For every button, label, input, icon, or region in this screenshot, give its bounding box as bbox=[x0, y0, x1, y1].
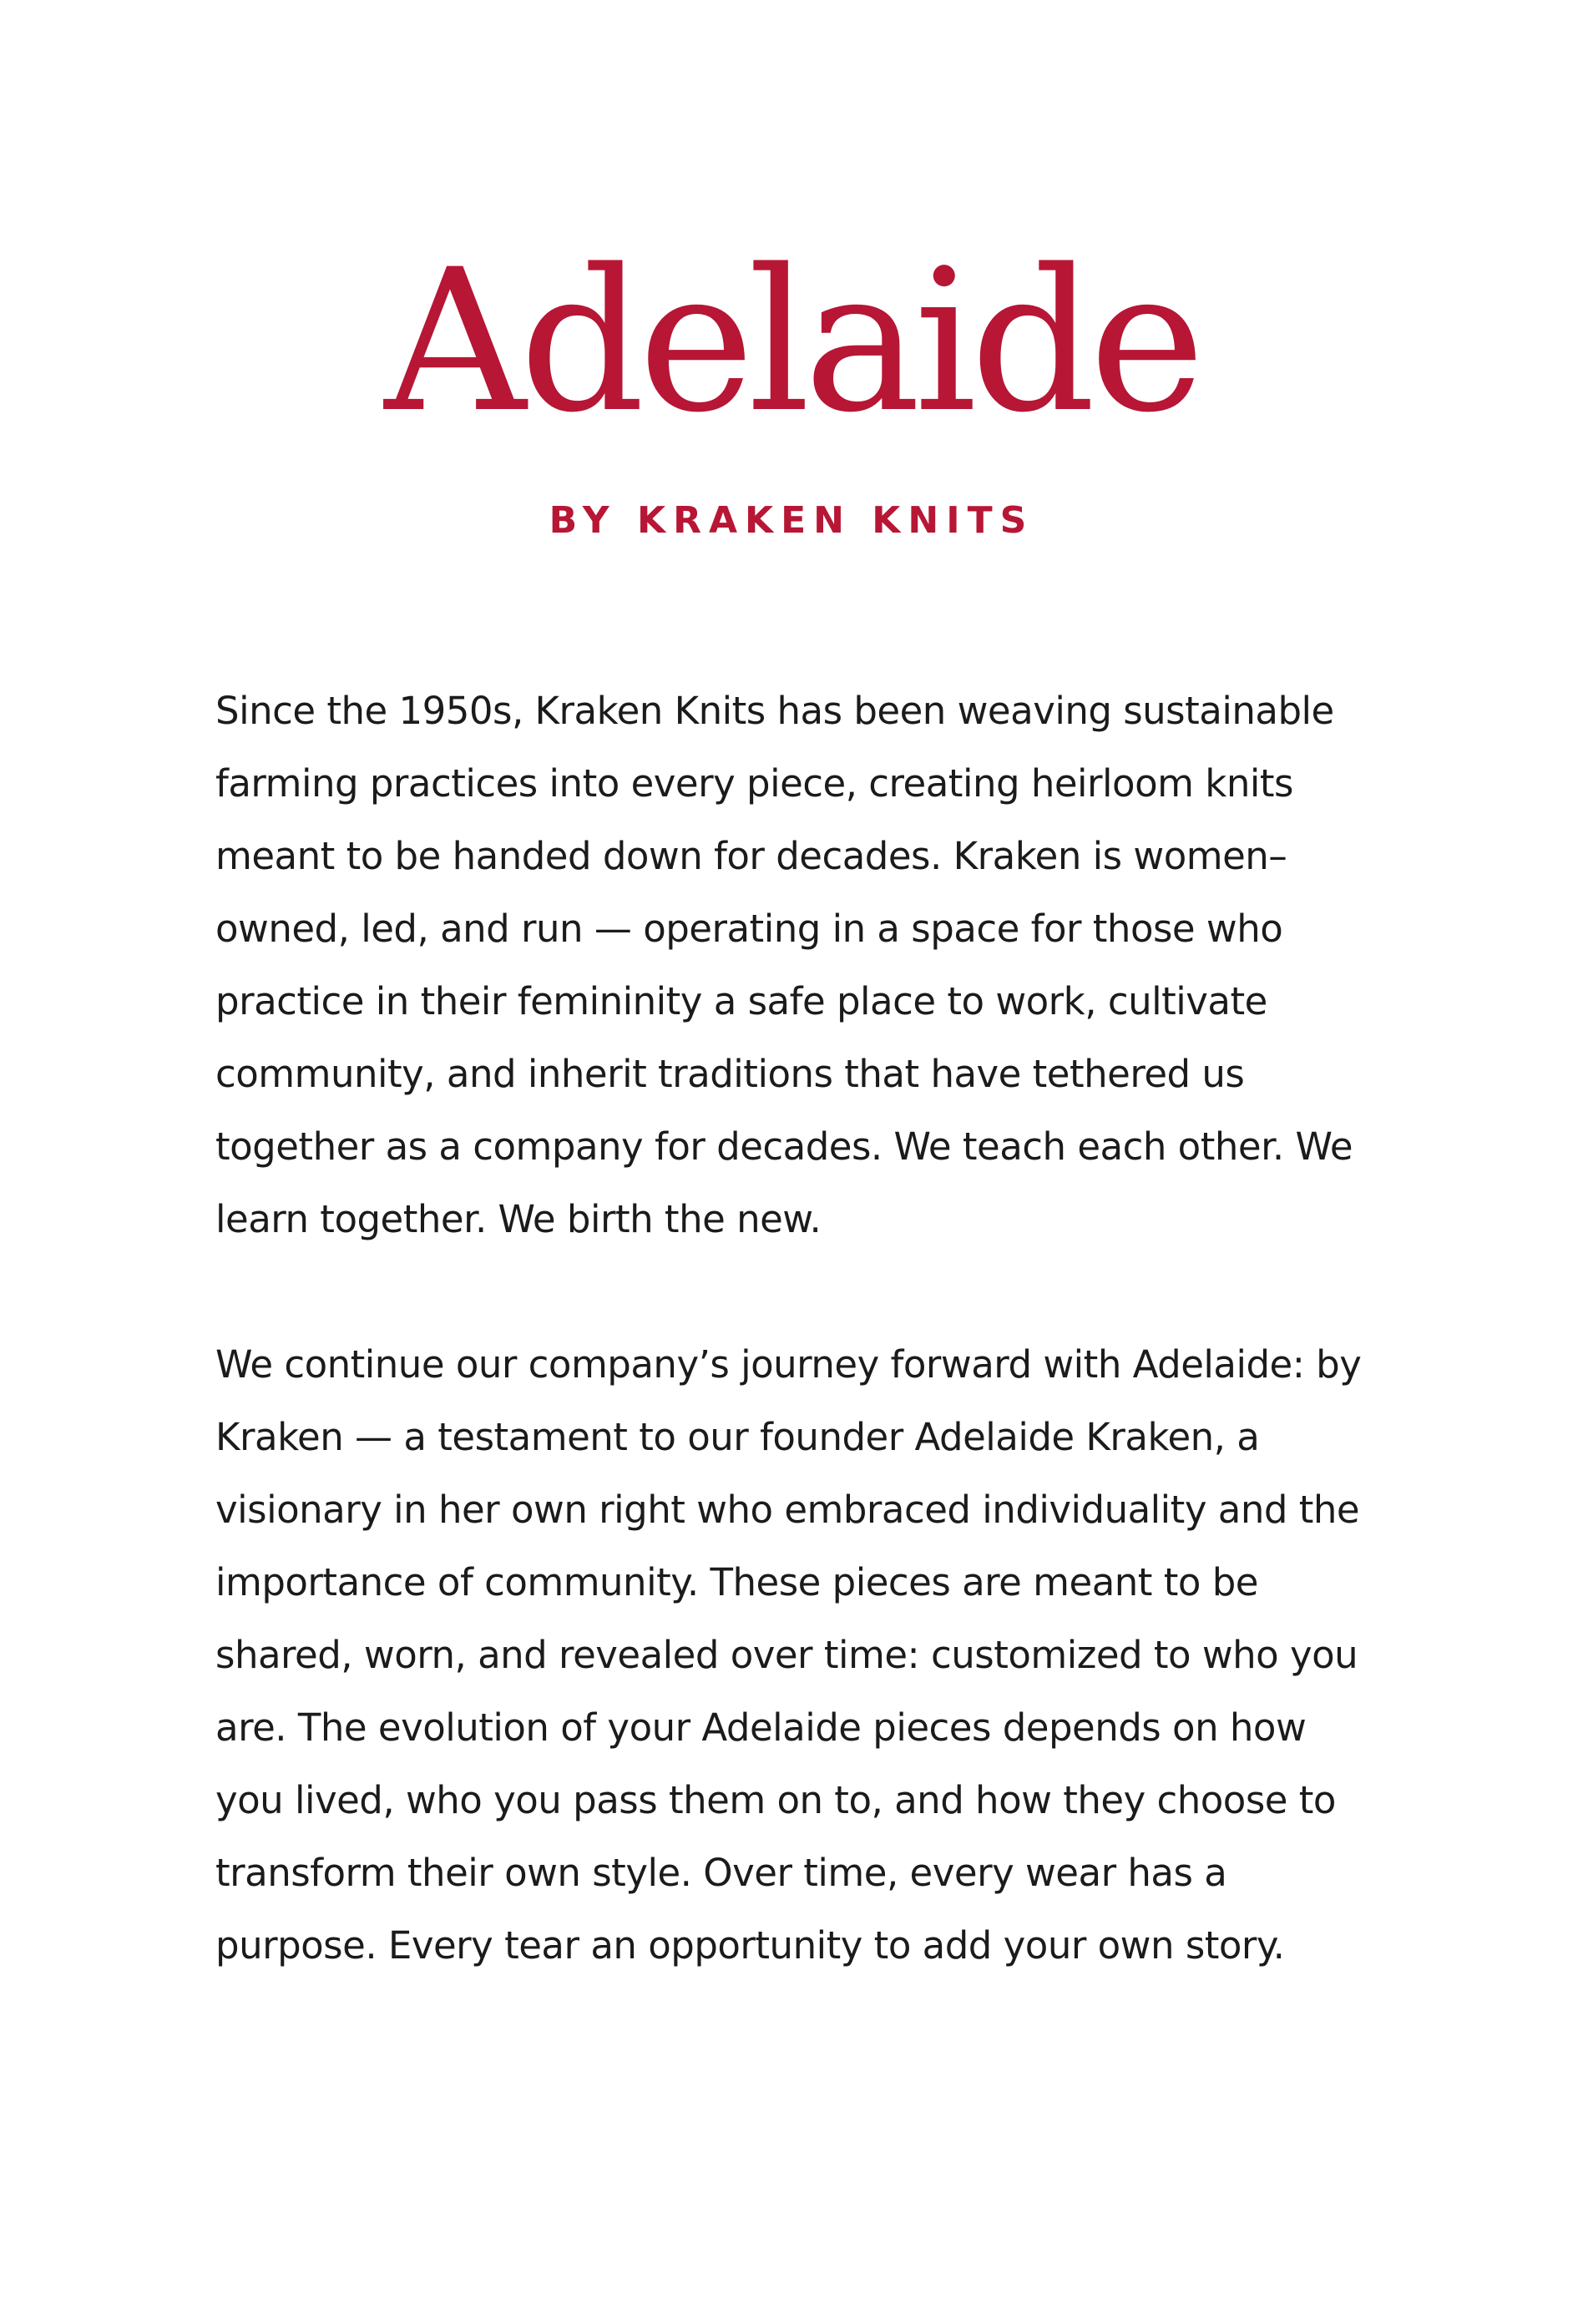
body-copy bbox=[215, 674, 1384, 1982]
paragraph-2: We continue our company’s journey forward with Adelaide: by Kraken — a testament to our founder Adelaide Kraken, a visionary in her own right who embraced individuality and the importance of community. These pieces are meant to be shared, worn, and revealed over time: customized to who you are. The evolution of your Adelaide pieces depends on how you lived, who you pass them on to, and how they choose to transform their own style. Over time, every wear has a purpose. Every tear an opportunity to add your own story. bbox=[215, 1342, 1362, 1968]
brand-byline: BY KRAKEN KNITS bbox=[549, 499, 1034, 542]
brand-header bbox=[0, 242, 1583, 451]
logo-text: Adelaide bbox=[384, 242, 1199, 451]
logo-wordmark bbox=[0, 242, 1583, 451]
paragraph-1: Since the 1950s, Kraken Knits has been weaving sustainable farming practices into every piece, creating heirloom knits meant to be handed down for decades. Kraken is women–owned, led, and run — operating in a space for those who practice in their femininity a safe place to work, cultivate community, and inherit traditions that have tethered us together as a company for decades. We teach each other. We learn together. We birth the new. bbox=[215, 689, 1353, 1241]
